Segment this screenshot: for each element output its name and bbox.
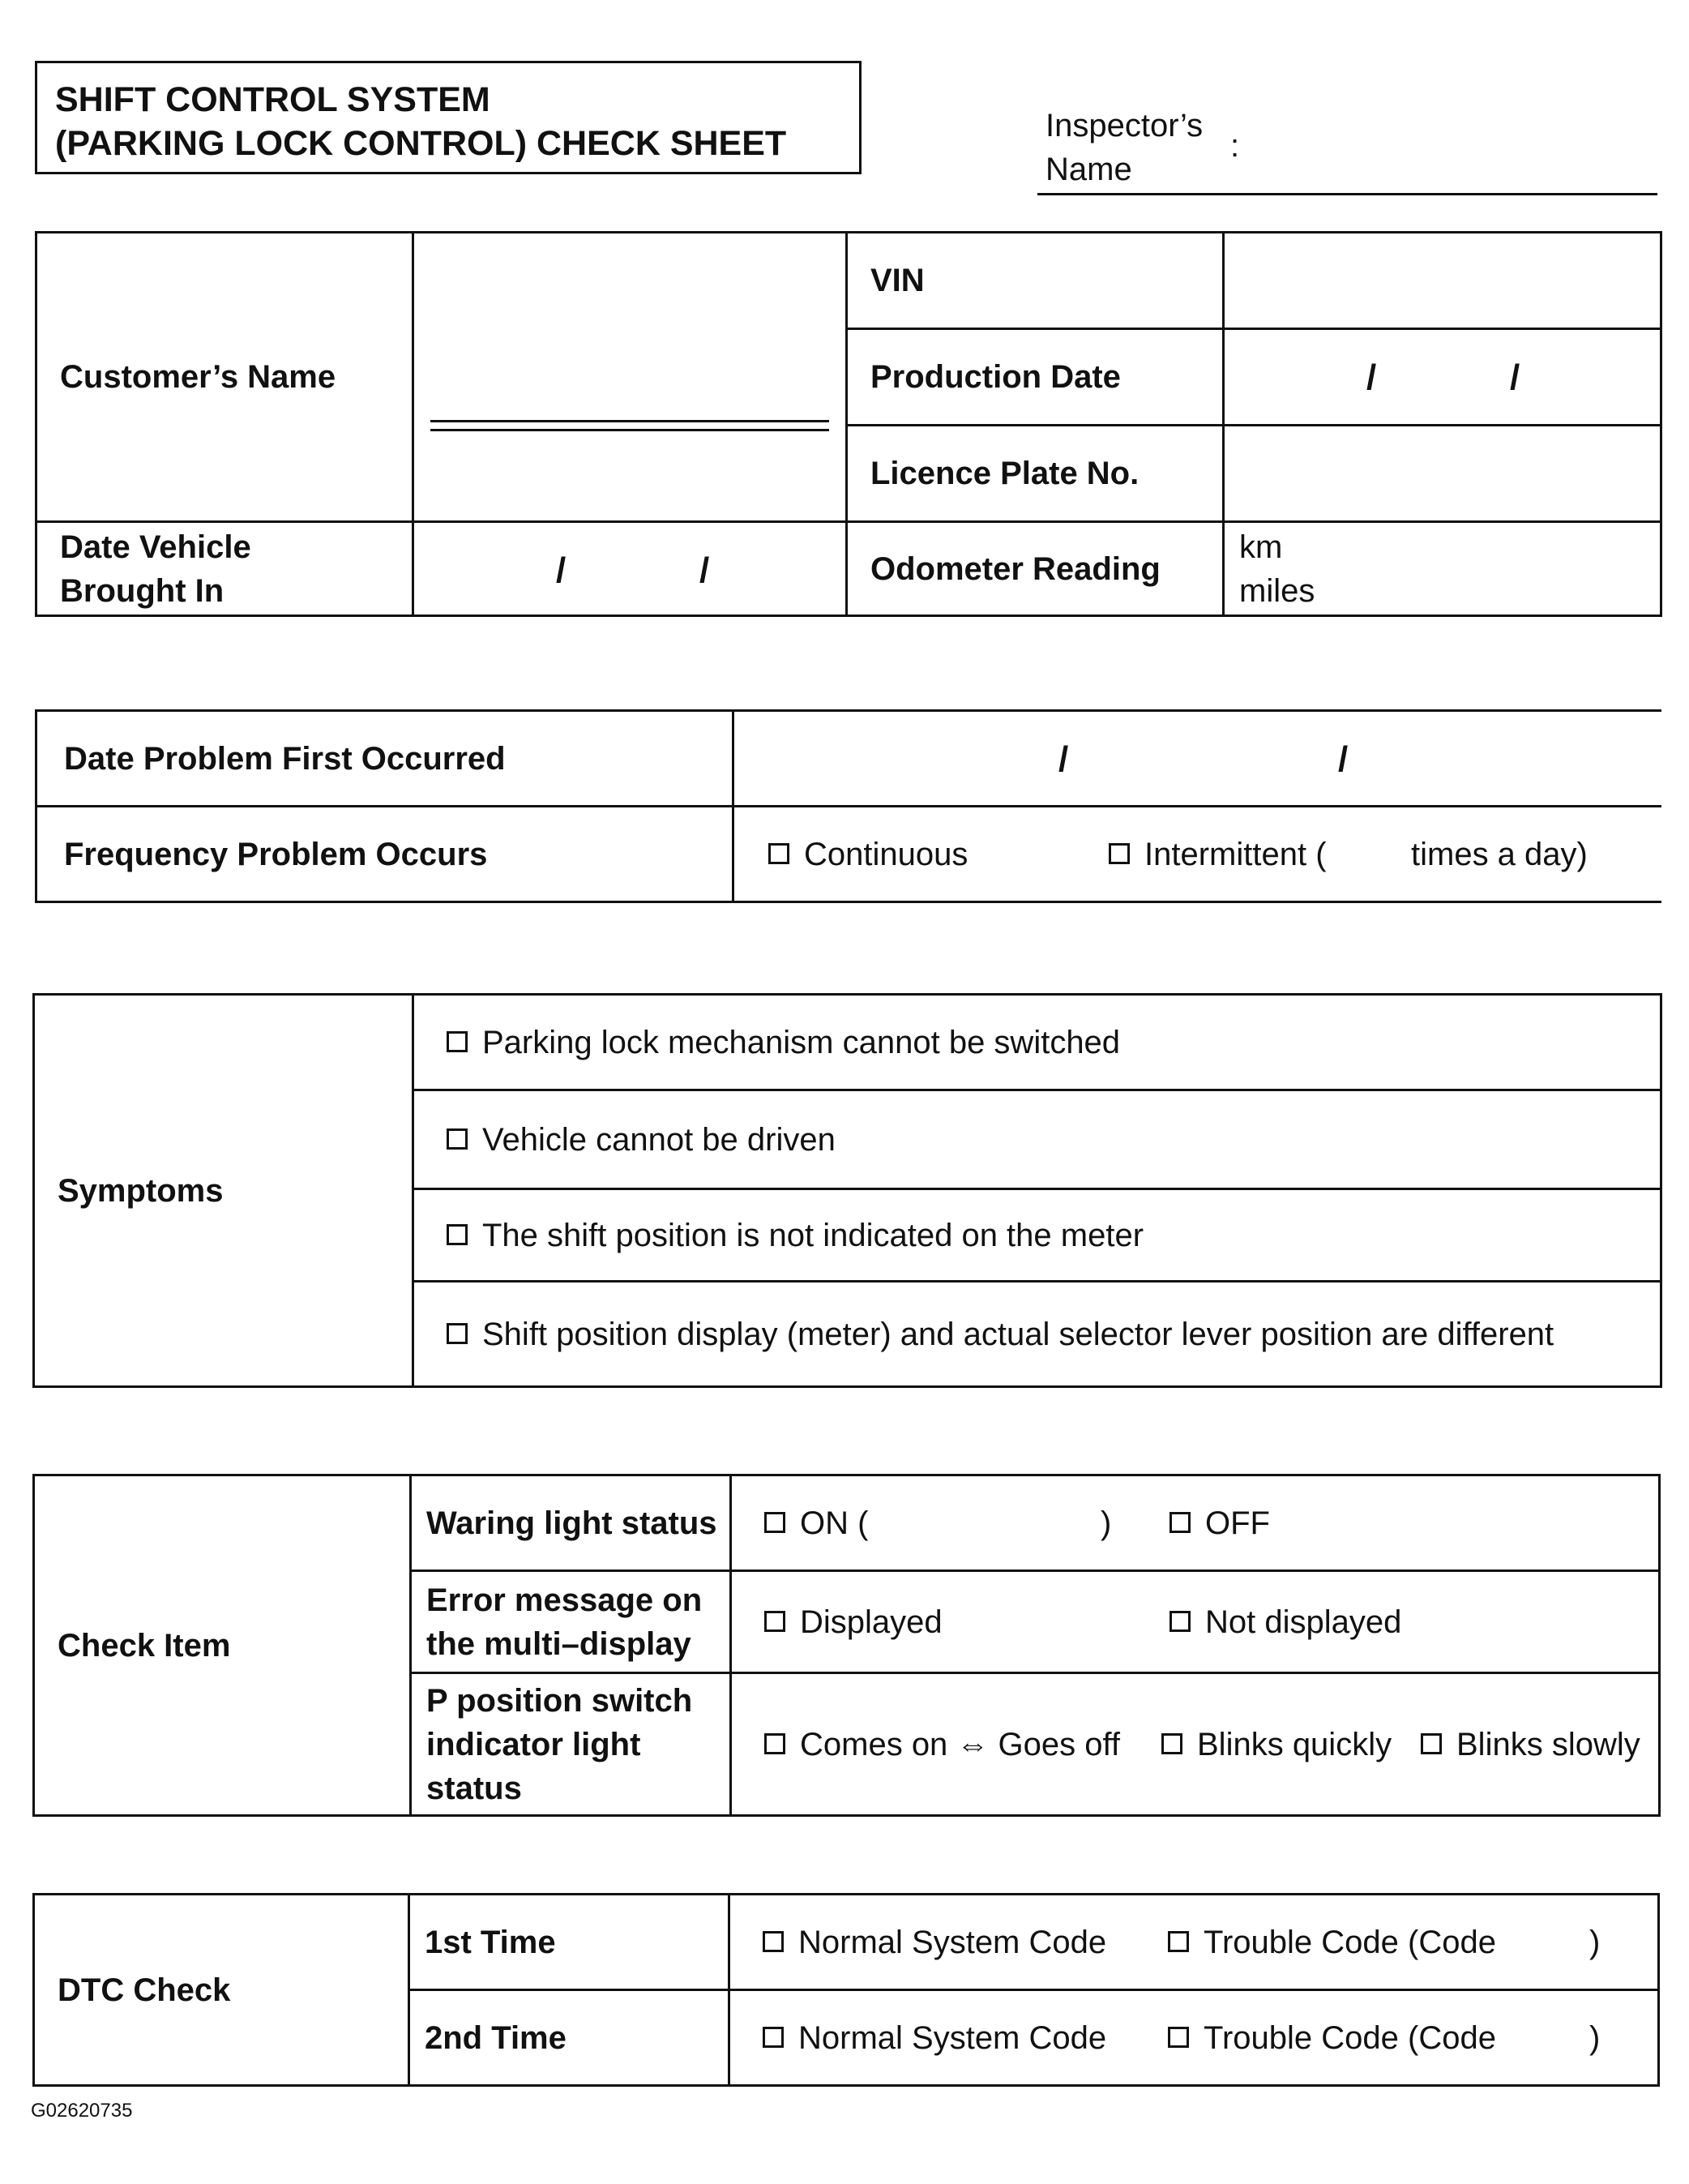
date-slash: / [1058,739,1069,779]
production-date-label: Production Date [847,329,1224,426]
times-a-day-label: times a day) [1411,836,1588,872]
error-message-options [731,1571,1660,1673]
symptom-item[interactable]: Vehicle cannot be driven [413,1090,1661,1189]
checkbox[interactable] [1169,1611,1191,1632]
first-time-options [729,1895,1659,1990]
date-slash: / [556,550,567,590]
frequency-options [733,807,1661,902]
first-time-label: 1st Time [409,1895,729,1990]
vin-label: VIN [847,233,1224,329]
date-brought-in-field[interactable] [413,522,847,616]
licence-plate-label: Licence Plate No. [847,426,1224,522]
date-slash: / [1510,358,1520,397]
licence-plate-field[interactable] [1224,426,1661,522]
p-position-options [731,1673,1660,1816]
checkbox[interactable] [1109,843,1130,864]
inspector-name-field[interactable] [1037,193,1657,195]
date-brought-in-label: Date Vehicle Brought In [36,522,413,616]
p-position-label: P position switch indicator light status [411,1673,731,1816]
customer-info-table [35,231,1662,617]
trouble-code-close-paren: ) [1589,1924,1601,1960]
title-line-2: (PARKING LOCK CONTROL) CHECK SHEET [55,124,787,163]
second-time-options [729,1990,1659,2086]
customer-name-label: Customer’s Name [36,233,413,522]
symptom-item[interactable]: Shift position display (meter) and actual selector lever position are different [413,1282,1661,1387]
dtc-check-table [32,1893,1660,2087]
trouble-code-close-paren: ) [1589,2019,1601,2056]
symptom-item[interactable]: Parking lock mechanism cannot be switched [413,995,1661,1090]
on-close-paren: ) [1101,1505,1112,1541]
frequency-label: Frequency Problem Occurs [36,807,733,902]
warning-light-label: Waring light status [411,1475,731,1571]
checkbox[interactable] [1161,1733,1182,1754]
inspector-label: Inspector’s Name [1045,108,1204,187]
production-date-field[interactable] [1224,329,1661,426]
customer-name-field[interactable] [413,233,847,522]
warning-light-options [731,1475,1660,1571]
symptom-item[interactable]: The shift position is not indicated on the meter [413,1189,1661,1282]
displayed-option[interactable]: Displayed [764,1600,943,1644]
unit-km: km [1239,529,1283,565]
comes-on-goes-off-option[interactable]: Comes on ⇔ Goes off [764,1723,1120,1766]
double-underline [430,420,829,431]
dtc-check-label: DTC Check [34,1895,409,2086]
checkbox[interactable] [1168,1931,1189,1952]
date-first-occurred-field[interactable] [733,711,1661,807]
symptoms-label: Symptoms [34,995,413,1387]
inspector-colon: : [1230,128,1240,164]
checkbox[interactable] [447,1224,468,1245]
checkbox[interactable] [447,1323,468,1344]
normal-system-code-option[interactable]: Normal System Code [763,2016,1106,2060]
trouble-code-option[interactable]: Trouble Code (Code [1168,2016,1496,2060]
odometer-field[interactable] [1224,522,1661,616]
checkbox[interactable] [763,1931,784,1952]
checkbox[interactable] [764,1512,785,1533]
intermittent-option[interactable]: Intermittent ( [1109,833,1327,876]
not-displayed-option[interactable]: Not displayed [1169,1600,1401,1644]
vin-field[interactable] [1224,233,1661,329]
checkbox[interactable] [768,843,789,864]
date-slash: / [1338,739,1349,779]
blinks-quickly-option[interactable]: Blinks quickly [1161,1723,1392,1766]
date-first-occurred-label: Date Problem First Occurred [36,711,733,807]
blinks-slowly-option[interactable]: Blinks slowly [1421,1723,1640,1766]
continuous-option[interactable]: Continuous [768,833,968,876]
unit-miles: miles [1239,572,1315,609]
checkbox[interactable] [1168,2027,1189,2048]
check-item-label: Check Item [34,1475,411,1816]
symptoms-table [32,993,1662,1388]
normal-system-code-option[interactable]: Normal System Code [763,1921,1106,1964]
on-option[interactable]: ON ( [764,1501,868,1545]
checkbox[interactable] [447,1031,468,1052]
off-option[interactable]: OFF [1169,1501,1270,1545]
trouble-code-option[interactable]: Trouble Code (Code [1168,1921,1496,1964]
second-time-label: 2nd Time [409,1990,729,2086]
checkbox[interactable] [764,1611,785,1632]
error-message-label: Error message on the multi–display [411,1571,731,1673]
problem-occurrence-table [35,709,1661,903]
title-line-1: SHIFT CONTROL SYSTEM [55,80,490,119]
checkbox[interactable] [1169,1512,1191,1533]
checkbox[interactable] [764,1733,785,1754]
date-slash: / [699,550,710,590]
odometer-label: Odometer Reading [847,522,1224,616]
date-slash: / [1366,358,1377,397]
checkbox[interactable] [447,1128,468,1150]
figure-code: G02620735 [31,2100,133,2122]
sheet-title [35,61,862,174]
checkbox[interactable] [763,2027,784,2048]
check-item-table [32,1474,1661,1817]
checkbox[interactable] [1421,1733,1442,1754]
